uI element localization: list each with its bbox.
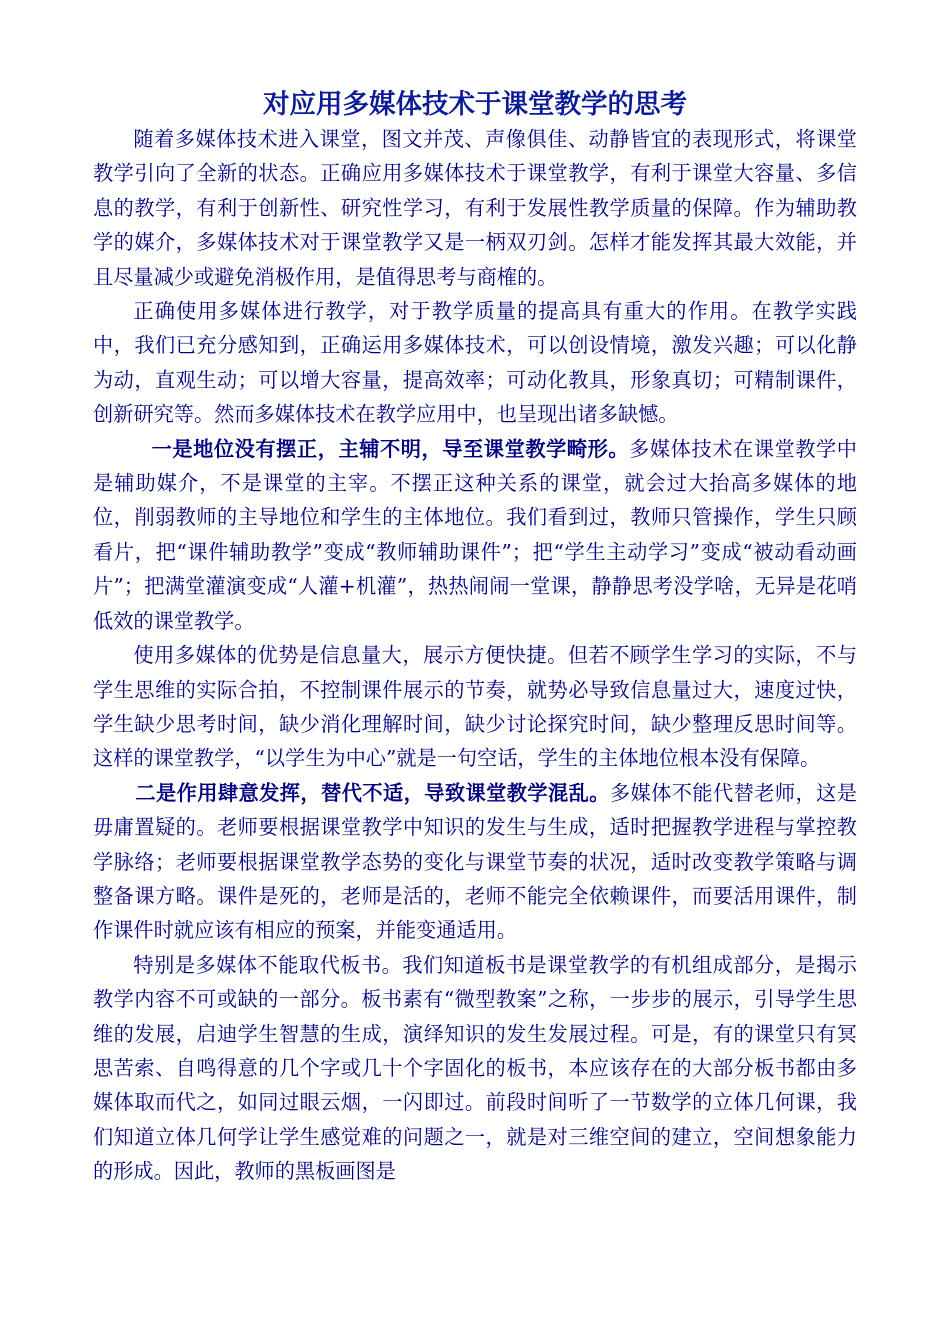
paragraph-3-text: 多媒体技术在课堂教学中是辅助媒介，不是课堂的主宰。不摆正这种关系的课堂，就会过大抬高多媒体的地位，削弱教师的主导地位和学生的主体地位。我们看到过，教师只管操作，学生只顾看片，把“课件辅助教学”变成“教师辅助课件”；把“学生主动学习”变成“被动看动画片”；把满堂灌演变成“人灌+机灌”，热热闹闹一堂课，静静思考没学啥，无异是花哨低效的课堂教学。 [93, 436, 857, 633]
document-title: 对应用多媒体技术于课堂教学的思考 [263, 89, 687, 120]
paragraph-5-text: 多媒体不能代替老师，这是毋庸置疑的。老师要根据课堂教学中知识的发生与生成，适时把握教学进程与掌控教学脉络；老师要根据课堂教学态势的变化与课堂节奏的状况，适时改变教学策略与调整备课方略。课件是死的，老师是活的，老师不能完全依赖课件，而要活用课件，制作课件时就应该有相应的预案，并能变通适用。 [93, 780, 857, 943]
paragraph-1-text: 随着多媒体技术进入课堂，图文并茂、声像俱佳、动静皆宜的表现形式，将课堂教学引向了全新的状态。正确应用多媒体技术于课堂教学，有利于课堂大容量、多信息的教学，有利于创新性、研究性学习，有利于发展性教学质量的保障。作为辅助教学的媒介，多媒体技术对于课堂教学又是一柄双刃剑。怎样才能发挥其最大效能，并且尽量减少或避免消极作用，是值得思考与商榷的。 [93, 127, 857, 289]
paragraph-2-text: 正确使用多媒体进行教学，对于教学质量的提高具有重大的作用。在教学实践中，我们已充分感知到，正确运用多媒体技术，可以创设情境，激发兴趣；可以化静为动，直观生动；可以增大容量，提高效率；可动化教具，形象真切；可精制课件，创新研究等。然而多媒体技术在教学应用中，也呈现出诸多缺憾。 [93, 299, 857, 427]
paragraph-4-text: 使用多媒体的优势是信息量大，展示方便快捷。但若不顾学生学习的实际，不与学生思维的实际合拍，不控制课件展示的节奏，就势必导致信息量过大，速度过快，学生缺少思考时间，缺少消化理解时间，缺少讨论探究时间，缺少整理反思时间等。这样的课堂教学，“以学生为中心”就是一句空话，学生的主体地位根本没有保障。 [93, 643, 857, 771]
paragraph-2 [93, 294, 857, 432]
paragraph-3 [93, 432, 857, 638]
paragraph-4 [93, 638, 857, 776]
paragraph-6 [93, 948, 857, 1189]
paragraph-3-lead: 一是地位没有摆正，主辅不明，导至课堂教学畸形。 [151, 436, 630, 461]
paragraph-6-text: 特别是多媒体不能取代板书。我们知道板书是课堂教学的有机组成部分，是揭示教学内容不可或缺的一部分。板书素有“微型教案”之称，一步步的展示，引导学生思维的发展，启迪学生智慧的生成，演绎知识的发生发展过程。可是，有的课堂只有冥思苦索、自鸣得意的几个字或几十个字固化的板书，本应该存在的大部分板书都由多媒体取而代之，如同过眼云烟，一闪即过。前段时间听了一节数学的立体几何课，我们知道立体几何学让学生感觉难的问题之一，就是对三维空间的建立，空间想象能力的形成。因此，教师的黑板画图是 [93, 952, 857, 1184]
paragraph-5-lead: 二是作用肆意发挥，替代不适，导致课堂教学混乱。 [135, 780, 610, 805]
document-body [93, 122, 857, 1189]
paragraph-5 [93, 776, 857, 948]
paragraph-1 [93, 122, 857, 294]
